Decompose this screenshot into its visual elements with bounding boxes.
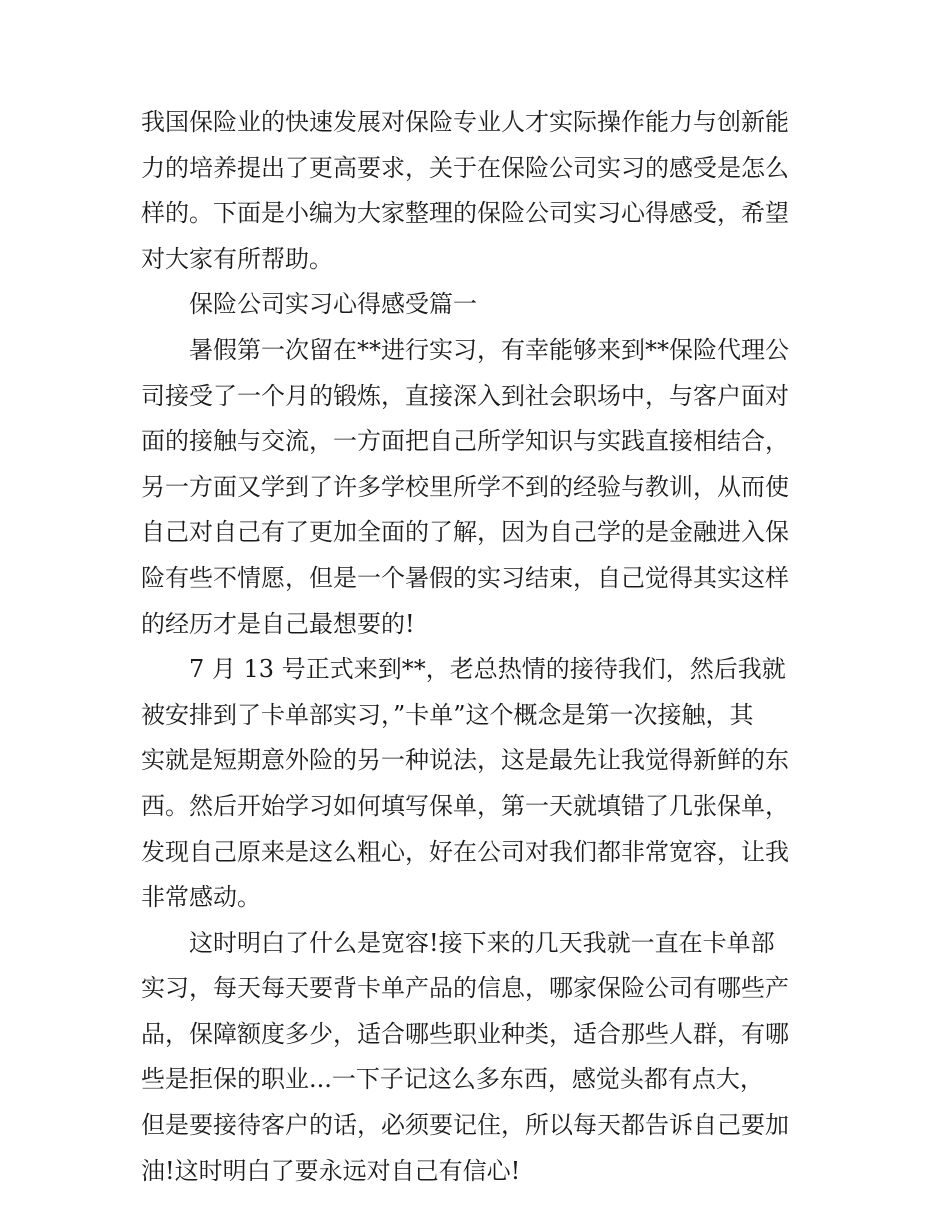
intro-line: 我国保险业的快速发展对保险专业人才实际操作能力与创新能: [141, 108, 789, 136]
paragraph-1: [141, 328, 821, 647]
paragraph-line: 油!这时明白了要永远对自己有信心!: [141, 1156, 521, 1185]
paragraph-3: [141, 921, 821, 1195]
paragraph-line: 面的接触与交流，一方面把自己所学知识与实践直接相结合，: [141, 427, 789, 456]
paragraph-line: 品，保障额度多少，适合哪些职业种类，适合那些人群，有哪: [141, 1019, 789, 1048]
paragraph-line: 7 月 13 号正式来到**，老总热情的接待我们，然后我就: [189, 655, 786, 684]
paragraph-line: 司接受了一个月的锻炼，直接深入到社会职场中，与客户面对: [141, 381, 789, 410]
paragraph-line: 被安排到了卡单部实习，”卡单”这个概念是第一次接触，其: [141, 700, 754, 729]
paragraph-line: 实就是短期意外险的另一种说法，这是最先让我觉得新鲜的东: [141, 746, 789, 775]
section-title: 保险公司实习心得感受篇一: [189, 290, 477, 319]
paragraph-line: 这时明白了什么是宽容!接下来的几天我就一直在卡单部: [189, 928, 775, 957]
paragraph-line: 但是要接待客户的话，必须要记住，所以每天都告诉自己要加: [141, 1111, 789, 1140]
paragraph-line: 西。然后开始学习如何填写保单，第一天就填错了几张保单，: [141, 791, 789, 820]
paragraph-line: 的经历才是自己最想要的!: [141, 609, 415, 638]
paragraph-line: 发现自己原来是这么粗心，好在公司对我们都非常宽容，让我: [141, 837, 789, 866]
paragraph-line: 实习，每天每天要背卡单产品的信息，哪家保险公司有哪些产: [141, 974, 789, 1003]
paragraph-line: 另一方面又学到了许多学校里所学不到的经验与教训，从而使: [141, 472, 789, 501]
paragraph-2: [141, 647, 821, 921]
paragraph-line: 些是拒保的职业...一下子记这么多东西，感觉头都有点大，: [141, 1065, 764, 1094]
paragraph-line: 险有些不情愿，但是一个暑假的实习结束，自己觉得其实这样: [141, 563, 789, 592]
paragraph-line: 自己对自己有了更加全面的了解，因为自己学的是金融进入保: [141, 518, 789, 547]
intro-paragraph: [141, 100, 821, 282]
intro-line: 力的培养提出了更高要求，关于在保险公司实习的感受是怎么: [141, 153, 789, 182]
intro-line: 样的。下面是小编为大家整理的保险公司实习心得感受，希望: [141, 199, 789, 228]
paragraph-line: 暑假第一次留在**进行实习，有幸能够来到**保险代理公: [189, 335, 789, 364]
intro-line: 对大家有所帮助。: [141, 244, 333, 273]
document-body: [141, 100, 821, 1194]
paragraph-line: 非常感动。: [141, 883, 261, 912]
